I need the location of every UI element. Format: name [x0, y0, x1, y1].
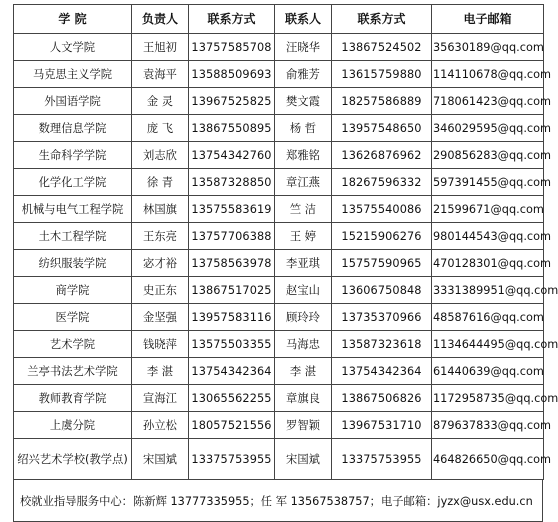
table-row [14, 358, 544, 385]
head-phone-cell: 13754342760 [189, 142, 275, 169]
table-row [14, 250, 544, 277]
email-cell: 470128301@qq.com [432, 250, 544, 277]
head-phone-cell: 13575583619 [189, 196, 275, 223]
college-cell: 机械与电气工程学院 [14, 196, 132, 223]
contact-cell: 赵宝山 [275, 277, 332, 304]
contact-phone-cell: 15757590965 [332, 250, 432, 277]
head-phone-cell: 13065562255 [189, 385, 275, 412]
email-cell: 879637833@qq.com [432, 412, 544, 439]
email-cell: 35630189@qq.com [432, 34, 544, 61]
table-row [14, 88, 544, 115]
contact-cell: 李 湛 [275, 358, 332, 385]
email-cell: 21599671@qq.com [432, 196, 544, 223]
head-cell: 王东亮 [132, 223, 189, 250]
contact-phone-cell: 15215906276 [332, 223, 432, 250]
email-cell: 346029595@qq.com [432, 115, 544, 142]
contact-phone-cell: 13867506826 [332, 385, 432, 412]
contact-phone-cell: 13606750848 [332, 277, 432, 304]
college-cell: 教师教育学院 [14, 385, 132, 412]
contact-phone-cell: 18257586889 [332, 88, 432, 115]
contact-cell: 顾玲玲 [275, 304, 332, 331]
contact-cell: 俞雅芳 [275, 61, 332, 88]
head-cell: 金 灵 [132, 88, 189, 115]
college-cell: 纺织服装学院 [14, 250, 132, 277]
table-row [14, 34, 544, 61]
contact-cell: 郑雅铭 [275, 142, 332, 169]
head-phone-cell: 13754342364 [189, 358, 275, 385]
table-row [14, 385, 544, 412]
head-phone-cell: 13587328850 [189, 169, 275, 196]
college-cell: 马克思主义学院 [14, 61, 132, 88]
contact-cell: 汪晓华 [275, 34, 332, 61]
college-cell: 商学院 [14, 277, 132, 304]
header-head: 负责人 [132, 5, 189, 34]
head-cell: 宣海江 [132, 385, 189, 412]
header-email: 电子邮箱 [432, 5, 544, 34]
contact-phone-cell: 13575540086 [332, 196, 432, 223]
table-row [14, 61, 544, 88]
header-head-phone: 联系方式 [189, 5, 275, 34]
footer-text: 校就业指导服务中心：陈新辉 13777335955；任 军 13567538757；电子邮箱：jyzx@usx.edu.cn [20, 494, 533, 508]
head-phone-cell: 18057521556 [189, 412, 275, 439]
contact-cell: 罗智颖 [275, 412, 332, 439]
college-cell: 艺术学院 [14, 331, 132, 358]
footer-note [13, 480, 543, 522]
contact-cell: 杨 哲 [275, 115, 332, 142]
head-cell: 刘志欣 [132, 142, 189, 169]
head-cell: 林国旗 [132, 196, 189, 223]
head-cell: 徐 青 [132, 169, 189, 196]
college-cell: 土木工程学院 [14, 223, 132, 250]
head-phone-cell: 13757706388 [189, 223, 275, 250]
head-cell: 钱晓萍 [132, 331, 189, 358]
contact-cell: 章旗良 [275, 385, 332, 412]
college-cell: 外国语学院 [14, 88, 132, 115]
college-cell: 绍兴艺术学校(教学点) [14, 439, 132, 480]
head-cell: 王旭初 [132, 34, 189, 61]
head-cell: 孙立松 [132, 412, 189, 439]
email-cell: 290856283@qq.com [432, 142, 544, 169]
table-row [14, 223, 544, 250]
email-cell: 1172958735@qq.com [432, 385, 544, 412]
contact-cell: 马海忠 [275, 331, 332, 358]
head-phone-cell: 13867550895 [189, 115, 275, 142]
contact-cell: 王 婷 [275, 223, 332, 250]
email-cell: 3331389951@qq.com [432, 277, 544, 304]
email-cell: 48587616@qq.com [432, 304, 544, 331]
table-row [14, 304, 544, 331]
table-row [14, 439, 544, 480]
head-phone-cell: 13957583116 [189, 304, 275, 331]
contact-phone-cell: 13615759880 [332, 61, 432, 88]
email-cell: 1134644495@qq.com [432, 331, 544, 358]
head-cell: 宓才裕 [132, 250, 189, 277]
table-row [14, 196, 544, 223]
head-phone-cell: 13575503355 [189, 331, 275, 358]
head-cell: 宋国斌 [132, 439, 189, 480]
email-cell: 114110678@qq.com [432, 61, 544, 88]
college-cell: 数理信息学院 [14, 115, 132, 142]
email-cell: 61440639@qq.com [432, 358, 544, 385]
contact-cell: 李亚琪 [275, 250, 332, 277]
college-cell: 化学化工学院 [14, 169, 132, 196]
head-phone-cell: 13867517025 [189, 277, 275, 304]
table-row [14, 169, 544, 196]
contact-cell: 宋国斌 [275, 439, 332, 480]
head-phone-cell: 13588509693 [189, 61, 275, 88]
table-row [14, 412, 544, 439]
college-cell: 医学院 [14, 304, 132, 331]
college-cell: 人文学院 [14, 34, 132, 61]
contact-cell: 樊文霞 [275, 88, 332, 115]
contact-phone-cell: 13626876962 [332, 142, 432, 169]
contact-phone-cell: 13867524502 [332, 34, 432, 61]
email-cell: 597391455@qq.com [432, 169, 544, 196]
table-row [14, 277, 544, 304]
contact-phone-cell: 13735370966 [332, 304, 432, 331]
contact-cell: 竺 洁 [275, 196, 332, 223]
contact-phone-cell: 13375753955 [332, 439, 432, 480]
head-cell: 金坚强 [132, 304, 189, 331]
head-cell: 史正东 [132, 277, 189, 304]
table-row [14, 115, 544, 142]
head-phone-cell: 13757585708 [189, 34, 275, 61]
table-row [14, 142, 544, 169]
college-cell: 上虞分院 [14, 412, 132, 439]
head-phone-cell: 13758563978 [189, 250, 275, 277]
head-cell: 李 湛 [132, 358, 189, 385]
head-cell: 庞 飞 [132, 115, 189, 142]
college-contact-table [13, 4, 558, 480]
head-phone-cell: 13967525825 [189, 88, 275, 115]
contact-cell: 章江燕 [275, 169, 332, 196]
head-phone-cell: 13375753955 [189, 439, 275, 480]
email-cell: 464826650@qq.com [432, 439, 544, 480]
contact-phone-cell: 18267596332 [332, 169, 432, 196]
contact-phone-cell: 13754342364 [332, 358, 432, 385]
table-row [14, 331, 544, 358]
college-cell: 生命科学学院 [14, 142, 132, 169]
table-header-row [14, 5, 544, 34]
email-cell: 718061423@qq.com [432, 88, 544, 115]
header-college: 学 院 [14, 5, 132, 34]
contact-phone-cell: 13967531710 [332, 412, 432, 439]
head-cell: 袁海平 [132, 61, 189, 88]
contact-phone-cell: 13587323618 [332, 331, 432, 358]
contact-phone-cell: 13957548650 [332, 115, 432, 142]
header-contact-phone: 联系方式 [332, 5, 432, 34]
email-cell: 980144543@qq.com [432, 223, 544, 250]
college-cell: 兰亭书法艺术学院 [14, 358, 132, 385]
header-contact: 联系人 [275, 5, 332, 34]
college-contact-table-wrapper [13, 4, 558, 522]
